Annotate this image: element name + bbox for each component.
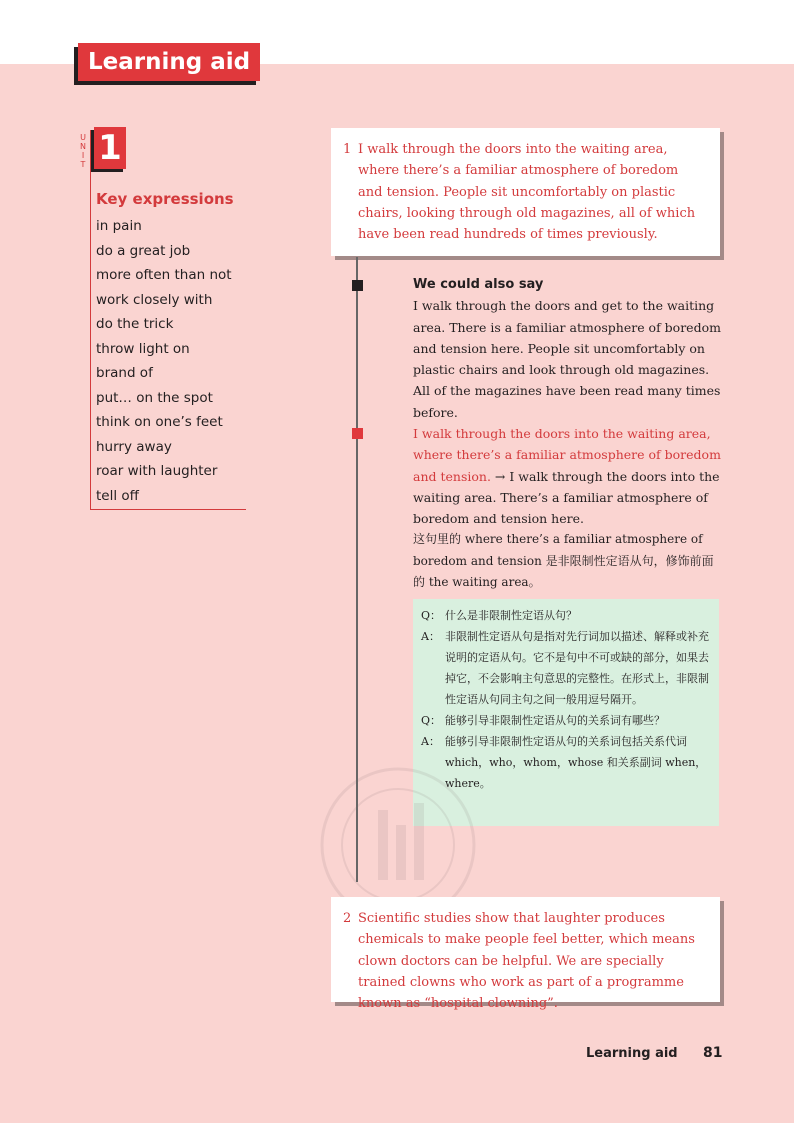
bullet-marker — [352, 428, 363, 439]
grammar-section — [413, 423, 723, 593]
section-header-tag: Learning aid — [78, 43, 260, 81]
list-item: brand of — [96, 365, 153, 381]
key-expressions-title: Key expressions — [96, 190, 234, 208]
also-say-section — [413, 274, 723, 423]
unit-label: U N I T — [80, 133, 86, 169]
quote-number: 1 — [343, 142, 352, 157]
list-item: work closely with — [96, 291, 213, 308]
quote-text: Scientific studies show that laughter produces chemicals to make people feel better, which means clown doctors can be helpful. We are specially trained clowns who work as part of a programme known as “hospital clowning”. — [358, 911, 695, 1012]
list-item: do the trick — [96, 316, 174, 332]
qa-text: 什么是非限制性定语从句？ — [445, 609, 577, 622]
list-item: put… on the spot — [96, 389, 213, 406]
grammar-note: 这句里的 where there’s a familiar atmosphere of boredom and tension 是非限制性定语从句，修饰前面的 the waiting area。 — [413, 532, 714, 590]
page-number: 81 — [703, 1045, 723, 1061]
quote-text: I walk through the doors into the waiting area, where there’s a familiar atmosphere of boredom and tension. People sit uncomfortably on plastic chairs, looking through old magazines, all of which have been read hundreds of times previously. — [358, 142, 696, 243]
qa-label: A： — [421, 630, 440, 643]
original-sentence: I walk through the doors into the waiting area, where there’s a familiar atmosphere of boredom and tension. — [413, 426, 721, 484]
list-item: think on one’s feet — [96, 414, 223, 430]
list-item: do a great job — [96, 242, 191, 259]
quote-number: 2 — [343, 911, 352, 926]
list-item: throw light on — [96, 340, 190, 357]
list-item: in pain — [96, 218, 142, 234]
list-item: more often than not — [96, 267, 232, 283]
key-expressions-list — [96, 215, 232, 509]
quote-box-1 — [331, 128, 720, 256]
unit-number: 1 — [94, 127, 126, 169]
qa-label: Q： — [421, 609, 442, 622]
also-say-text: I walk through the doors and get to the waiting area. There is a familiar atmosphere of boredom and tension here. People sit uncomfortably on plastic chairs and look through old magazines. All of the magazines have been read many times before. — [413, 298, 721, 420]
qa-text: 非限制性定语从句是指对先行词加以描述、解释或补充说明的定语从句。它不是句中不可或缺的部分，如果去掉它，不会影响主句意思的完整性。在形式上，非限制性定语从句同主句之间一般用逗号隔开。 — [445, 630, 709, 706]
rewritten-sentence: I walk through the doors into the waiting area. There’s a familiar atmosphere of boredom and tension here. — [413, 468, 720, 527]
qa-item — [421, 626, 711, 710]
list-item: hurry away — [96, 438, 172, 455]
qa-text: 能够引导非限制性定语从句的关系词包括关系代词 which，who，whom，whose 和关系副词 when，where。 — [445, 735, 707, 790]
bullet-marker — [352, 280, 363, 291]
qa-label: A： — [421, 735, 440, 748]
list-item: roar with laughter — [96, 463, 218, 479]
arrow-icon: → — [494, 468, 506, 484]
quote-box-2 — [331, 897, 720, 1012]
also-say-title: We could also say — [413, 277, 544, 292]
list-item: tell off — [96, 487, 139, 504]
qa-text: 能够引导非限制性定语从句的关系词有哪些？ — [445, 714, 665, 727]
qa-item — [421, 710, 711, 731]
footer-label: Learning aid — [586, 1046, 678, 1061]
qa-label: Q： — [421, 714, 442, 727]
qa-item — [421, 605, 711, 626]
